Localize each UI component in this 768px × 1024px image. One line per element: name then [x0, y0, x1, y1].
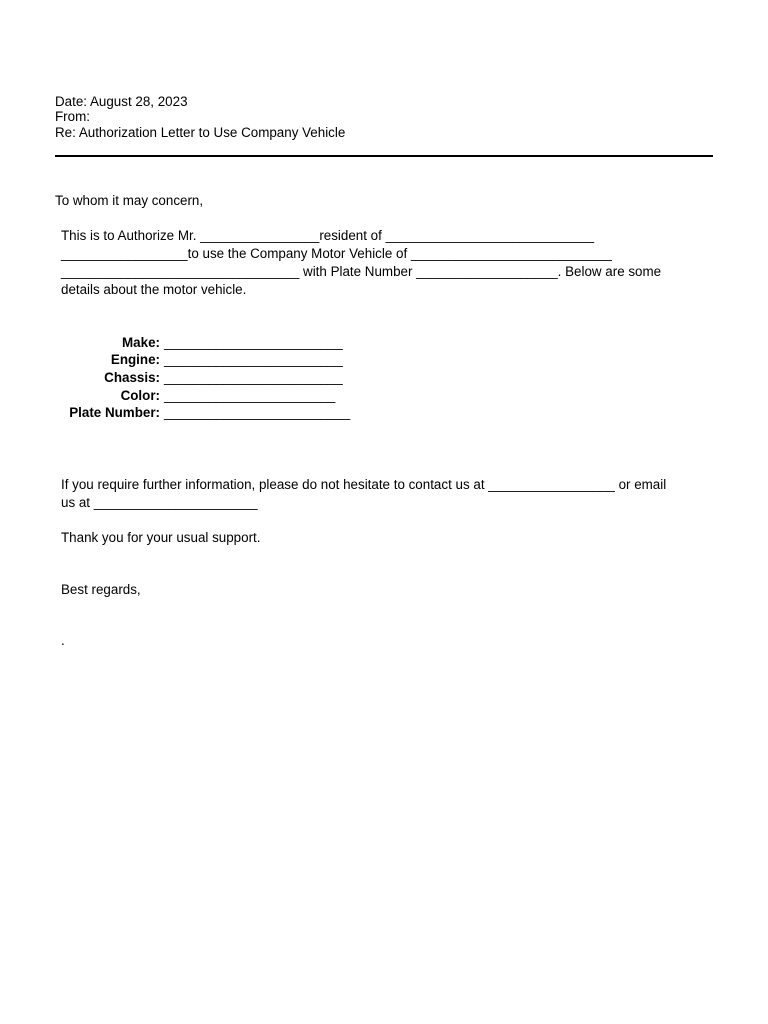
field-blank: _______________________ — [164, 388, 336, 403]
body-line-2: _________________to use the Company Motor Vehicle of ___________________________ — [61, 246, 612, 261]
field-row-make — [61, 334, 343, 352]
field-blank: ________________________ — [164, 370, 343, 385]
contact-line-1: If you require further information, please do not hesitate to contact us at _________________ or email — [61, 477, 667, 492]
subject-line: Re: Authorization Letter to Use Company Vehicle — [55, 125, 346, 140]
date-line: Date: August 28, 2023 — [55, 94, 188, 109]
signature-mark: . — [61, 633, 65, 648]
field-label: Color: — [120, 388, 160, 403]
body-line-3: ________________________________ with Plate Number ___________________. Below are some — [61, 264, 662, 279]
field-blank: _________________________ — [164, 405, 351, 420]
thanks-line: Thank you for your usual support. — [61, 530, 261, 545]
field-row-plate-number — [61, 404, 350, 422]
salutation: To whom it may concern, — [55, 193, 204, 208]
field-row-color — [61, 387, 335, 405]
field-label: Make: — [122, 335, 160, 350]
field-blank: ________________________ — [164, 335, 343, 350]
field-row-engine — [61, 351, 343, 369]
closing-line: Best regards, — [61, 582, 141, 597]
contact-line-2: us at ______________________ — [61, 495, 258, 510]
field-row-chassis — [61, 369, 343, 387]
field-label: Plate Number: — [69, 405, 160, 420]
body-line-4: details about the motor vehicle. — [61, 282, 247, 297]
from-line: From: — [55, 109, 90, 124]
body-line-1: This is to Authorize Mr. ________________resident of ____________________________ — [61, 228, 595, 243]
field-blank: ________________________ — [164, 352, 343, 367]
header-divider — [55, 155, 713, 157]
field-label: Chassis: — [104, 370, 160, 385]
field-label: Engine: — [110, 352, 160, 367]
